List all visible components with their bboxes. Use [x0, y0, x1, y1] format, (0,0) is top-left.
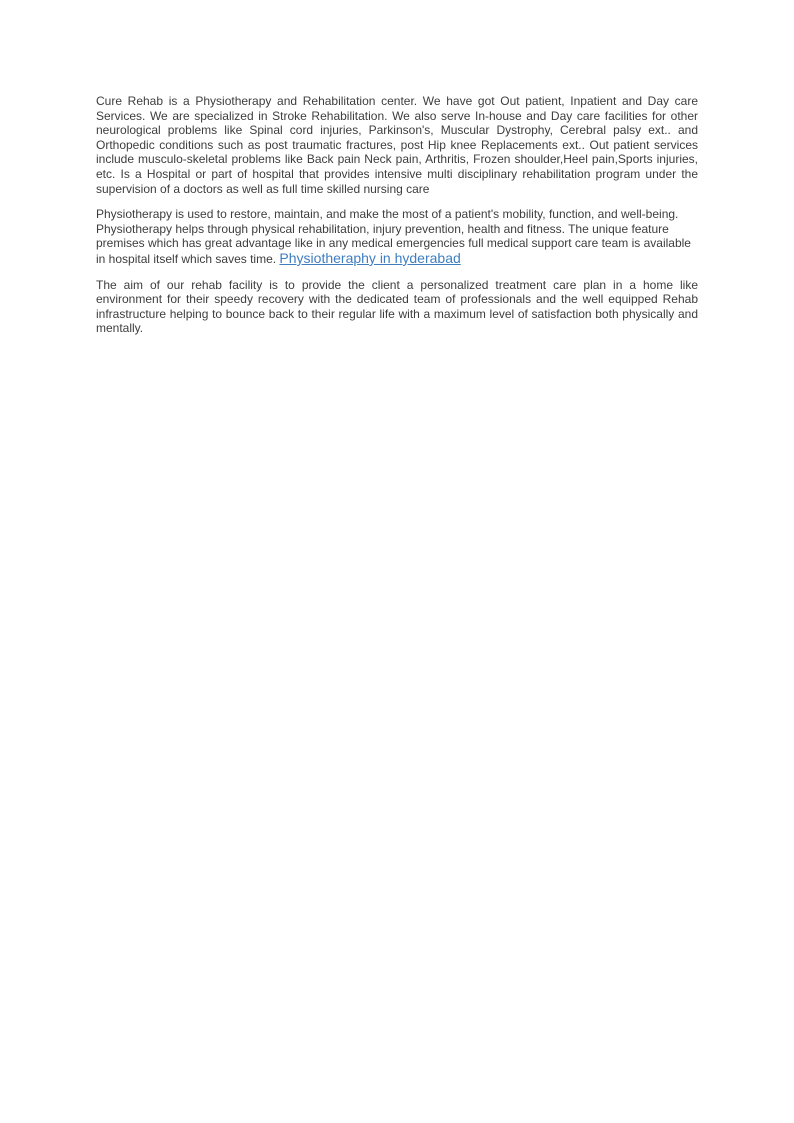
- paragraph-physiotherapy-info: [96, 207, 698, 266]
- paragraph-physiotherapy-text: Physiotherapy is used to restore, maintain, and make the most of a patient's mobility, function, and well-being. Physiotherapy helps through physical rehabilitation, injury prevention, health and fitness. The unique feature premises which has great advantage like in any medical emergencies full medical support care team is available in hospital itself which saves time.: [96, 207, 691, 266]
- physiotherapy-hyderabad-link[interactable]: Physiotheraphy in hyderabad: [279, 249, 461, 266]
- paragraph-about-cure-rehab: Cure Rehab is a Physiotherapy and Rehabilitation center. We have got Out patient, Inpatient and Day care Services. We are specialized in Stroke Rehabilitation. We also serve In-house and Day care facilities for other neurological problems like Spinal cord injuries, Parkinson's, Muscular Dystrophy, Cerebral palsy ext.. and Orthopedic conditions such as post traumatic fractures, post Hip knee Replacements ext.. Out patient services include musculo-skeletal problems like Back pain Neck pain, Arthritis, Frozen shoulder,Heel pain,Sports injuries, etc. Is a Hospital or part of hospital that provides intensive multi disciplinary rehabilitation program under the supervision of a doctors as well as full time skilled nursing care: [96, 94, 698, 196]
- paragraph-rehab-aim: The aim of our rehab facility is to provide the client a personalized treatment care plan in a home like environment for their speedy recovery with the dedicated team of professionals and the well equipped Rehab infrastructure helping to bounce back to their regular life with a maximum level of satisfaction both physically and mentally.: [96, 277, 698, 336]
- document-page: [96, 94, 698, 347]
